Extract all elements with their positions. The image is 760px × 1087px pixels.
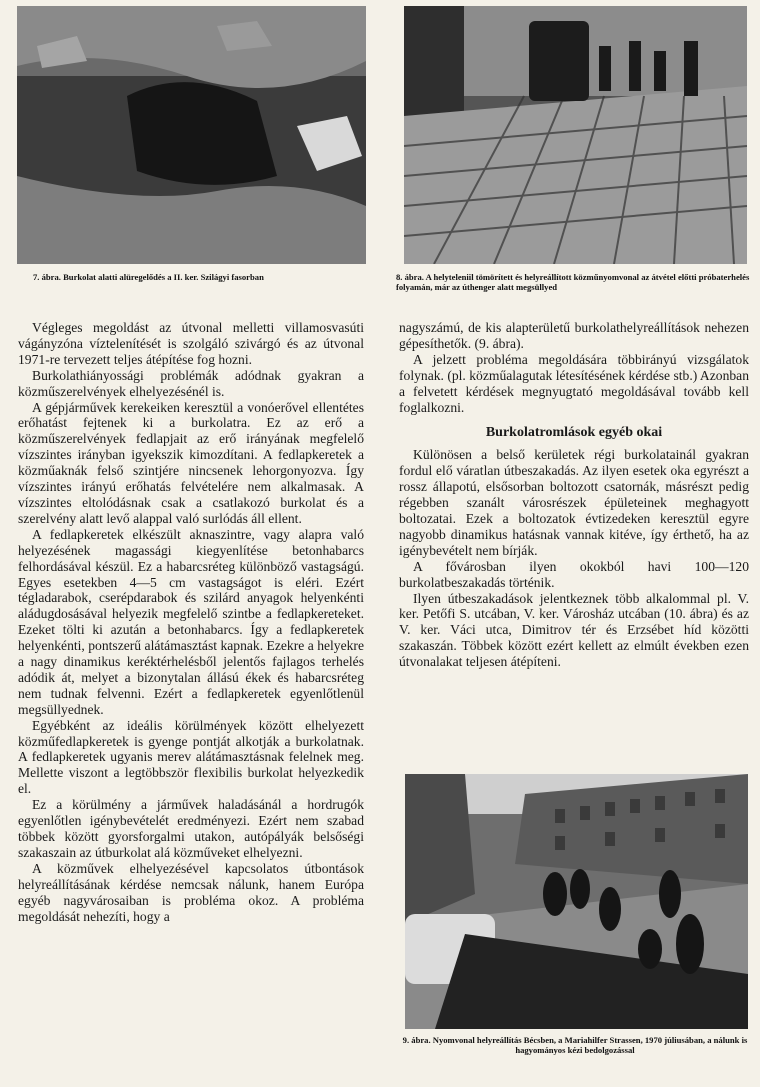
figure-7-photo [17, 6, 366, 264]
paragraph: Egyébként az ideális körülmények között elhelyezett közműfedlapkeretek is gyenge pontját alkotják a burkolatnak. A fedlapkeretek ugyanis merev alátámasztásnak felelnek meg. Mellette viszont a legtöbbször flexibilis burkolat helyezkedik el. [18, 717, 364, 797]
figure-9-caption: 9. ábra. Nyomvonal helyreállítás Bécsben, a Mariahilfer Strassen, 1970 júliusában, a nálunk is hagyományos kézi bedolgozással [402, 1035, 748, 1055]
figure-7-caption: 7. ábra. Burkolat alatti alüregelődés a II. ker. Szilágyi fasorban [33, 272, 264, 282]
paragraph: A jelzett probléma megoldására többirányú vizsgálatok folynak. (pl. közműalagutak létesítésének kérdése stb.) Azonban a felvetett kérdések megnyugtató megoldásával tovább kell foglalkozni. [399, 351, 749, 415]
paragraph: Végleges megoldást az útvonal melletti villamosvasúti vágányzóna víztelenítését is szolgáló szivárgó és az útvonal 1971-re tervezett teljes átépítése fog hozni. [18, 320, 364, 367]
paragraph: Különösen a belső kerületek régi burkolatainál gyakran fordul elő váratlan útbeszakadás. Az ilyen esetek oka egyrészt a rossz állapotú, elsősorban boltozott csatornák, másrészt pedig régebben szanált városrészek épületeinek meghagyott boltozatai. Ezek a boltozatok évtizedeken keresztül egyre nagyobb dinamikus hatásnak vannak kitéve, így érthető, ha az igénybevételt nem bírják. [399, 447, 749, 558]
figure-9-photo [405, 774, 748, 1029]
figure-8-photo [404, 6, 747, 264]
right-text-column [399, 320, 749, 670]
left-text-column [18, 320, 364, 924]
paragraph: A fedlapkeretek elkészült aknaszintre, vagy alapra való helyezésének magassági kiegyenlítése betonhabarcs felhordásával készül. Ez a habarcsréteg különböző vastagságú. Egyes esetekben 4—5 cm vastagságot is eléri. Ezért tégladarabok, cserépdarabok és szilárd anyagok helyenkénti aládugdosásával helyezik megfelelő szintbe a fedlapkereteket. Ezeket tölti ki azután a betonhabarcs. Így a fedlapkeretek helyenkénti, pontszerű alátámasztást kapnak. Ezekre a helyekre a nagy dinamikus keréktérhelésből jelentős fajlagos terhelés adódik át, melyet a bizonytalan állású ékek és habarcsréteg nem tudnak felvenni. Ezért a fedlapkeretek egyenlőtlenül megsüllyednek. [18, 526, 364, 717]
paragraph: Ilyen útbeszakadások jelentkeznek több alkalommal pl. V. ker. Petőfi S. utcában, V. ker. Városház utcában (10. ábra) és az V. ker. Váci utca, Dimitrov tér és Erzsébet híd közötti szakaszán. Többek között ezért kellett az elmúlt években ezen útvonalakat teljesen átépíteni. [399, 590, 749, 670]
figure-8-caption: 8. ábra. A helyteleniil tömörített és helyreállított közműnyomvonal az átvétel előtti próbaterhelés folyamán, már az úthenger alatt megsüllyed [396, 272, 750, 292]
paragraph: A közművek elhelyezésével kapcsolatos útbontások helyreállításának kérdése nemcsak nálunk, hanem Európa egyéb nagyvárosaiban is probléma okoz. A probléma megoldását nehezíti, hogy a [18, 860, 364, 924]
paragraph: nagyszámú, de kis alapterületű burkolathelyreállítások nehezen gépesíthetők. (9. ábra). [399, 320, 749, 351]
paragraph: A gépjárművek kerekeiken keresztül a vonóerővel ellentétes erőhatást fejtenek ki a burkolatra. Ez az erő a közműszerelvények fedlapjait az erő irányának megfelelő vízszintes irányban igyekszik kimozdítani. A fedlapkeretek a közműaknák felső szintjére nincsenek lehorgonyozva. Így vízszintes irányú erőhatás felvételére nem alkalmasak. A vízszintes eltolódásnak csak a csatlakozó burkolat és a szerelvény alatt levő alappal való surlódás áll ellent. [18, 399, 364, 526]
paragraph: Ez a körülmény a járművek haladásánál a hordrugók egyenlőtlen igénybevételét eredményezi. Ezért nem szabad többek között gyorsforgalmi utakon, autópályák belsőségi szakaszain az útburkolat alá közműveket elhelyezni. [18, 797, 364, 860]
section-heading: Burkolatromlások egyéb okai [485, 425, 663, 441]
paragraph: A fővárosban ilyen okokból havi 100—120 burkolatbeszakadás történik. [399, 558, 749, 590]
paragraph: Burkolathiányossági problémák adódnak gyakran a közműszerelvények elhelyezésénél is. [18, 367, 364, 399]
